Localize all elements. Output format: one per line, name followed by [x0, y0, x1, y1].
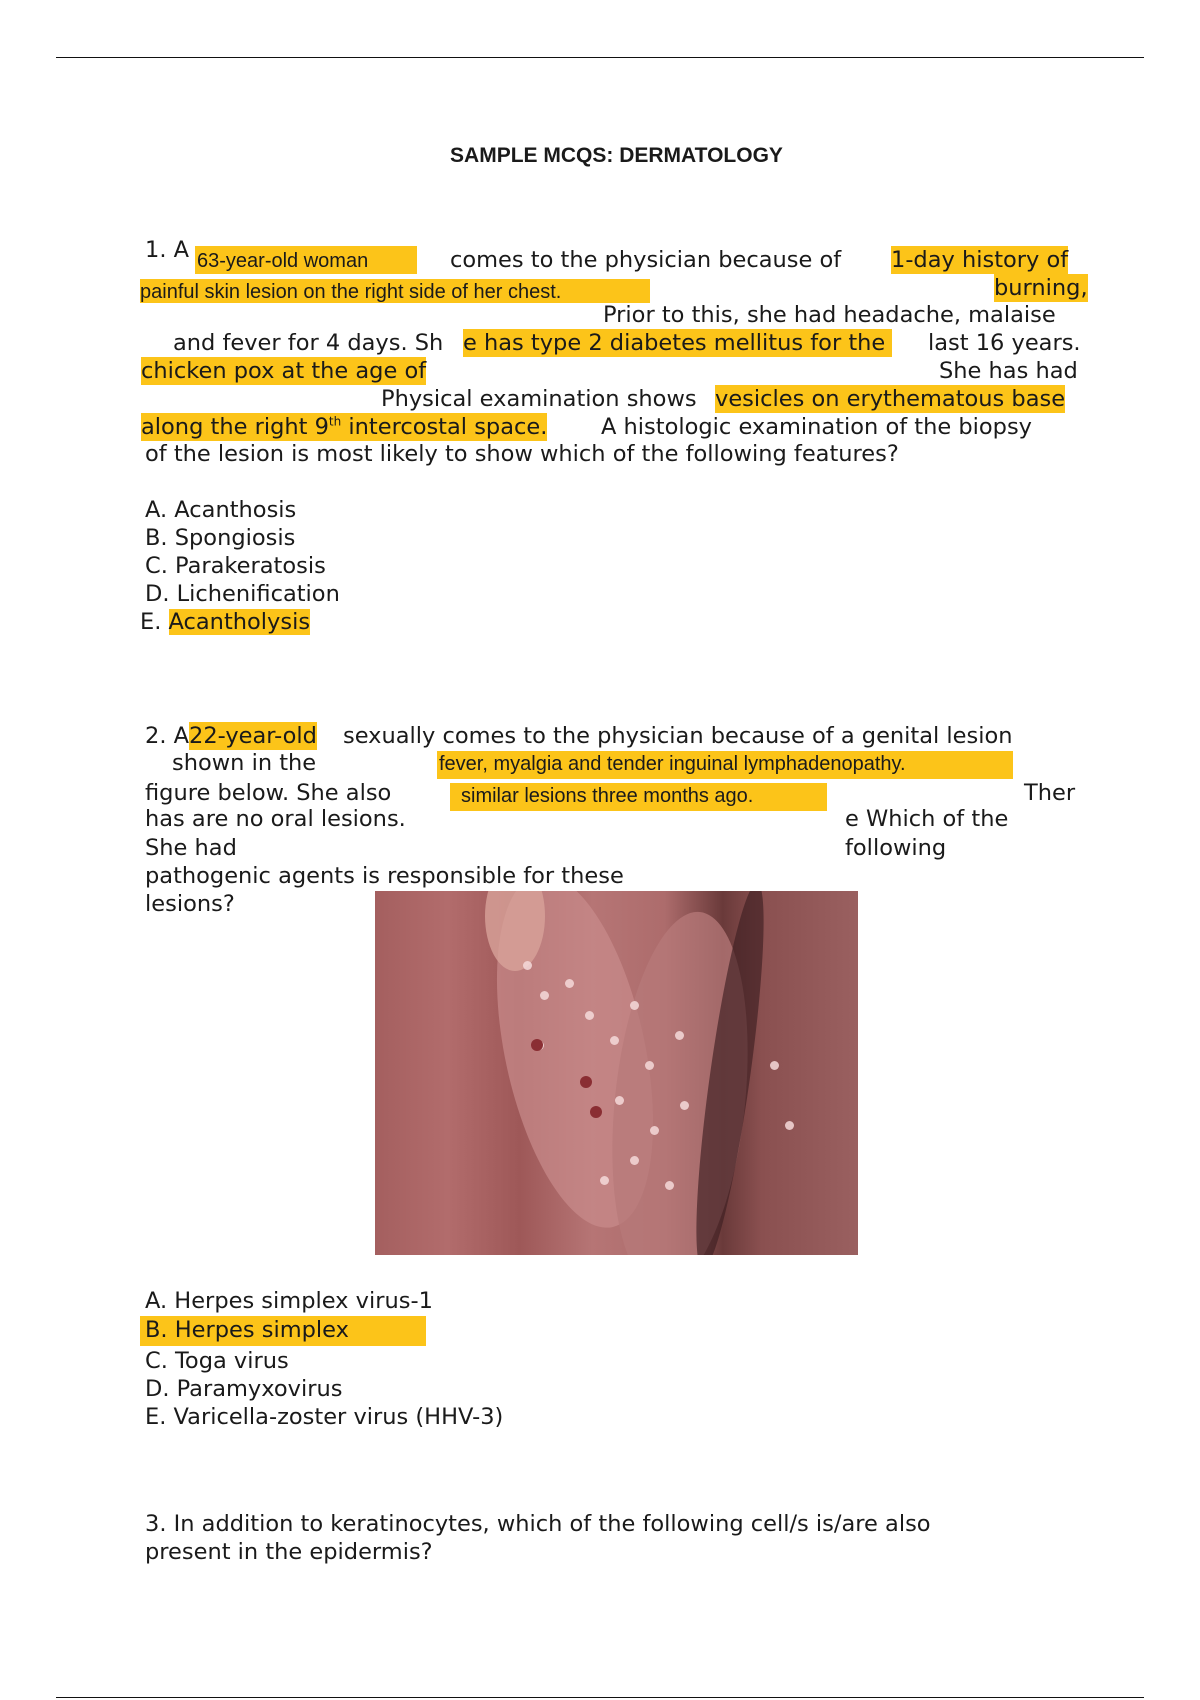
genital-lesion-photo: [375, 891, 858, 1255]
q1-age: 63-year-old woman: [197, 250, 369, 272]
photo-vesicle: [630, 1001, 639, 1010]
q2-line1-text: sexually comes to the physician because of a genital lesion: [343, 723, 1013, 749]
q1-option-e-answer: Acantholysis: [168, 609, 311, 635]
q2-ther-text: Ther: [1024, 780, 1076, 806]
top-rule: [56, 57, 1144, 58]
q2-age: 22-year-old: [189, 723, 317, 749]
photo-ulcer: [580, 1076, 592, 1088]
q1-intercostal-text: intercostal space.: [341, 414, 548, 440]
q1-burning: burning,: [994, 275, 1088, 301]
q2-following-text: following: [845, 835, 947, 861]
q2-shown-text: shown in the: [172, 750, 317, 776]
q1-comes-text: comes to the physician because of: [450, 247, 842, 273]
q1-along-sup: th: [328, 414, 342, 429]
q2-lesions-text: lesions?: [145, 891, 235, 917]
q1-option-a: A. Acanthosis: [145, 497, 297, 523]
photo-vesicle: [650, 1126, 659, 1135]
q2-option-d: D. Paramyxovirus: [145, 1376, 343, 1402]
q2-similar: similar lesions three months ago.: [461, 785, 754, 807]
q3-line1: 3. In addition to keratinocytes, which of the following cell/s is/are also: [145, 1511, 931, 1537]
q2-which-text: e Which of the: [845, 806, 1009, 832]
photo-ulcer: [531, 1039, 543, 1051]
q1-lesion: painful skin lesion on the right side of her chest.: [140, 281, 562, 303]
q1-lesion-question: of the lesion is most likely to show which of the following features?: [145, 441, 899, 467]
q1-option-c: C. Parakeratosis: [145, 553, 326, 579]
bottom-rule: [56, 1697, 1144, 1698]
q1-option-e: [140, 608, 310, 636]
page-title: SAMPLE MCQS: DERMATOLOGY: [450, 144, 783, 167]
photo-vesicle: [565, 979, 574, 988]
q1-option-b: B. Spongiosis: [145, 525, 296, 551]
q1-along-text: along the right 9: [141, 414, 329, 440]
photo-vesicle: [785, 1121, 794, 1130]
photo-vesicle: [615, 1096, 624, 1105]
q1-history: 1-day history of: [891, 247, 1069, 273]
photo-vesicle: [630, 1156, 639, 1165]
photo-vesicle: [585, 1011, 594, 1020]
photo-vesicle: [610, 1036, 619, 1045]
q2-option-a: A. Herpes simplex virus-1: [145, 1288, 433, 1314]
q1-option-e-prefix: E.: [140, 609, 169, 635]
q1-histo-text: A histologic examination of the biopsy: [601, 414, 1032, 440]
q1-fever-text: and fever for 4 days. Sh: [173, 330, 444, 356]
q2-option-b-answer: B. Herpes simplex: [145, 1317, 349, 1343]
q1-along: [141, 413, 547, 441]
q2-fever: fever, myalgia and tender inguinal lymphadenopathy.: [439, 753, 906, 775]
q1-shehad-text: She has had: [939, 358, 1078, 384]
photo-vesicle: [523, 961, 532, 970]
photo-vesicle: [675, 1031, 684, 1040]
q1-prior-text: Prior to this, she had headache, malaise: [603, 302, 1056, 328]
q1-diabetes: e has type 2 diabetes mellitus for the: [463, 330, 893, 356]
q1-chickenpox: chicken pox at the age of: [141, 358, 427, 384]
photo-vesicle: [540, 991, 549, 1000]
q2-noral-text: has are no oral lesions.: [145, 806, 406, 832]
q1-option-d: D. Lichenification: [145, 581, 340, 607]
photo-vesicle: [665, 1181, 674, 1190]
q2-option-e: E. Varicella-zoster virus (HHV-3): [145, 1404, 504, 1430]
q1-vesicles: vesicles on erythematous base: [715, 386, 1066, 412]
q1-exam-text: Physical examination shows: [381, 386, 697, 412]
q2-patho-text: pathogenic agents is responsible for these: [145, 863, 624, 889]
photo-vesicle: [600, 1176, 609, 1185]
photo-vesicle: [770, 1061, 779, 1070]
q1-years-text: last 16 years.: [928, 330, 1081, 356]
photo-vesicle: [645, 1061, 654, 1070]
photo-ulcer: [590, 1106, 602, 1118]
q2-option-c: C. Toga virus: [145, 1348, 289, 1374]
q2-number: 2. A: [145, 723, 190, 749]
q1-number: 1. A: [145, 237, 190, 263]
q2-figure-text: figure below. She also: [145, 780, 392, 806]
photo-vesicle: [680, 1101, 689, 1110]
q2-shehad-text: She had: [145, 835, 237, 861]
q3-line2: present in the epidermis?: [145, 1539, 433, 1565]
